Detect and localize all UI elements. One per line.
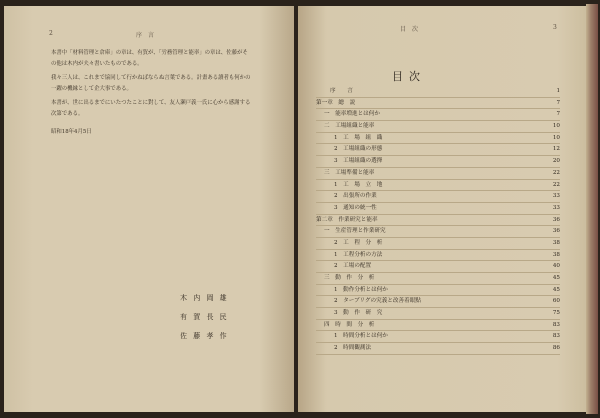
toc-entry-page: 45 [552,275,560,281]
toc-entry-page: 12 [552,146,560,153]
toc-entry [316,285,560,297]
toc-entry-label: 2 工場組織の形態 [334,146,383,153]
toc-entry-page: 83 [552,333,560,340]
toc-entry-label: 2 出張所の作業 [334,193,377,200]
toc-entry-label: 1 工程分析の方法 [334,251,383,258]
table-of-contents [316,86,560,355]
toc-entry-page: 36 [552,228,560,235]
toc-entry-page: 33 [552,193,560,200]
toc-entry-page: 86 [552,345,560,352]
toc-entry [316,261,560,273]
toc-entry-page: 33 [552,204,560,211]
toc-entry-label: 2 ターブリグの究義と改善着眼點 [334,298,421,305]
toc-entry-label: 四 時 間 分 析 [324,321,375,328]
toc-entry [316,144,560,156]
toc-entry [316,320,560,332]
toc-entry-page: 10 [552,123,560,130]
toc-entry [316,156,560,168]
toc-entry-label: 2 工 程 分 析 [334,239,383,246]
toc-entry-label: 3 通知の統一性 [334,204,377,211]
toc-entry [316,226,560,238]
toc-entry [316,273,560,285]
preface-date: 昭和18年4月5日 [51,129,92,135]
toc-entry-label: 3 工場組織の選擇 [334,158,383,165]
toc-entry [316,215,560,227]
left-running-head: 序 言 [136,32,155,39]
toc-entry-page: 60 [552,298,560,305]
toc-title: 目次 [392,70,426,83]
right-running-head: 目 次 [400,26,419,33]
toc-entry [316,86,560,98]
toc-entry [316,98,560,110]
toc-entry [316,191,560,203]
toc-entry [316,250,560,262]
preface-paragraph: 本書が、世に出るまでにいたつたことに對して、友人瀬戸義一氏に心から感謝する次第である。 [51,100,251,117]
toc-entry-page: 38 [552,251,560,258]
toc-entry-label: 一 能率増進とは何か [324,111,380,118]
toc-entry-label: 第一章 總 説 [316,99,356,106]
toc-entry-page: 45 [552,286,560,293]
toc-entry-label: 三 工場準備と能率 [324,169,375,176]
toc-entry [316,296,560,308]
preface-paragraph: 我々三人は、これまで協同して行かねばならぬ言葉である。計畫ある讀者も何かの一躍の機縁として企大事である。 [51,75,251,92]
toc-entry-page: 75 [552,310,560,317]
toc-entry [316,343,560,355]
toc-entry-label: 1 時間分析とは何か [334,333,388,340]
toc-entry-label: 一 生産管理と作業研究 [324,228,386,235]
toc-entry [316,133,560,145]
toc-entry [316,121,560,133]
author-name: 有 賀 長 民 [180,313,229,321]
toc-entry-label: 1 工 場 立 地 [334,181,383,188]
toc-entry-page: 22 [552,181,560,188]
book-edge [586,4,598,414]
author-name: 佐 藤 孝 作 [180,332,229,340]
toc-entry-page: 22 [552,169,560,176]
left-page [4,6,294,412]
toc-entry-label: 1 動作分析とは何か [334,286,388,293]
toc-entry [316,238,560,250]
author-list [180,289,229,346]
toc-entry [316,308,560,320]
toc-entry-label: 序 言 [330,88,356,94]
toc-entry-label: 3 動 作 研 究 [334,310,383,317]
toc-entry-label: 二 工場組織と能率 [324,123,375,130]
preface-text [51,48,251,142]
toc-entry [316,331,560,343]
toc-entry-label: 2 時間觀測法 [334,345,372,352]
toc-entry-label: 2 工場の配置 [334,263,372,270]
toc-entry-page: 36 [552,216,560,223]
toc-entry-page: 83 [552,321,560,328]
toc-entry [316,180,560,192]
toc-entry-page: 1 [556,88,560,94]
toc-entry-page: 7 [556,99,560,106]
preface-paragraph: 本書中「材料管理と倉庫」の章は、有賀が、「労務管理と能率」の章は、佐藤がその他は木内が夫々書いたものである。 [51,50,248,67]
toc-entry [316,168,560,180]
toc-entry-page: 10 [552,134,560,141]
author-name: 木 内 岡 雄 [180,294,229,302]
toc-entry-label: 1 工 場 組 織 [334,134,383,141]
toc-entry [316,203,560,215]
toc-entry-page: 38 [552,239,560,246]
right-page-number: 3 [553,24,557,31]
toc-entry-page: 7 [556,111,560,118]
toc-entry-page: 20 [552,158,560,165]
toc-entry-label: 第二章 作業研究と能率 [316,216,378,223]
toc-entry-page: 40 [552,263,560,270]
toc-entry [316,109,560,121]
toc-entry-label: 三 動 作 分 析 [324,275,375,281]
left-page-number: 2 [49,30,53,37]
